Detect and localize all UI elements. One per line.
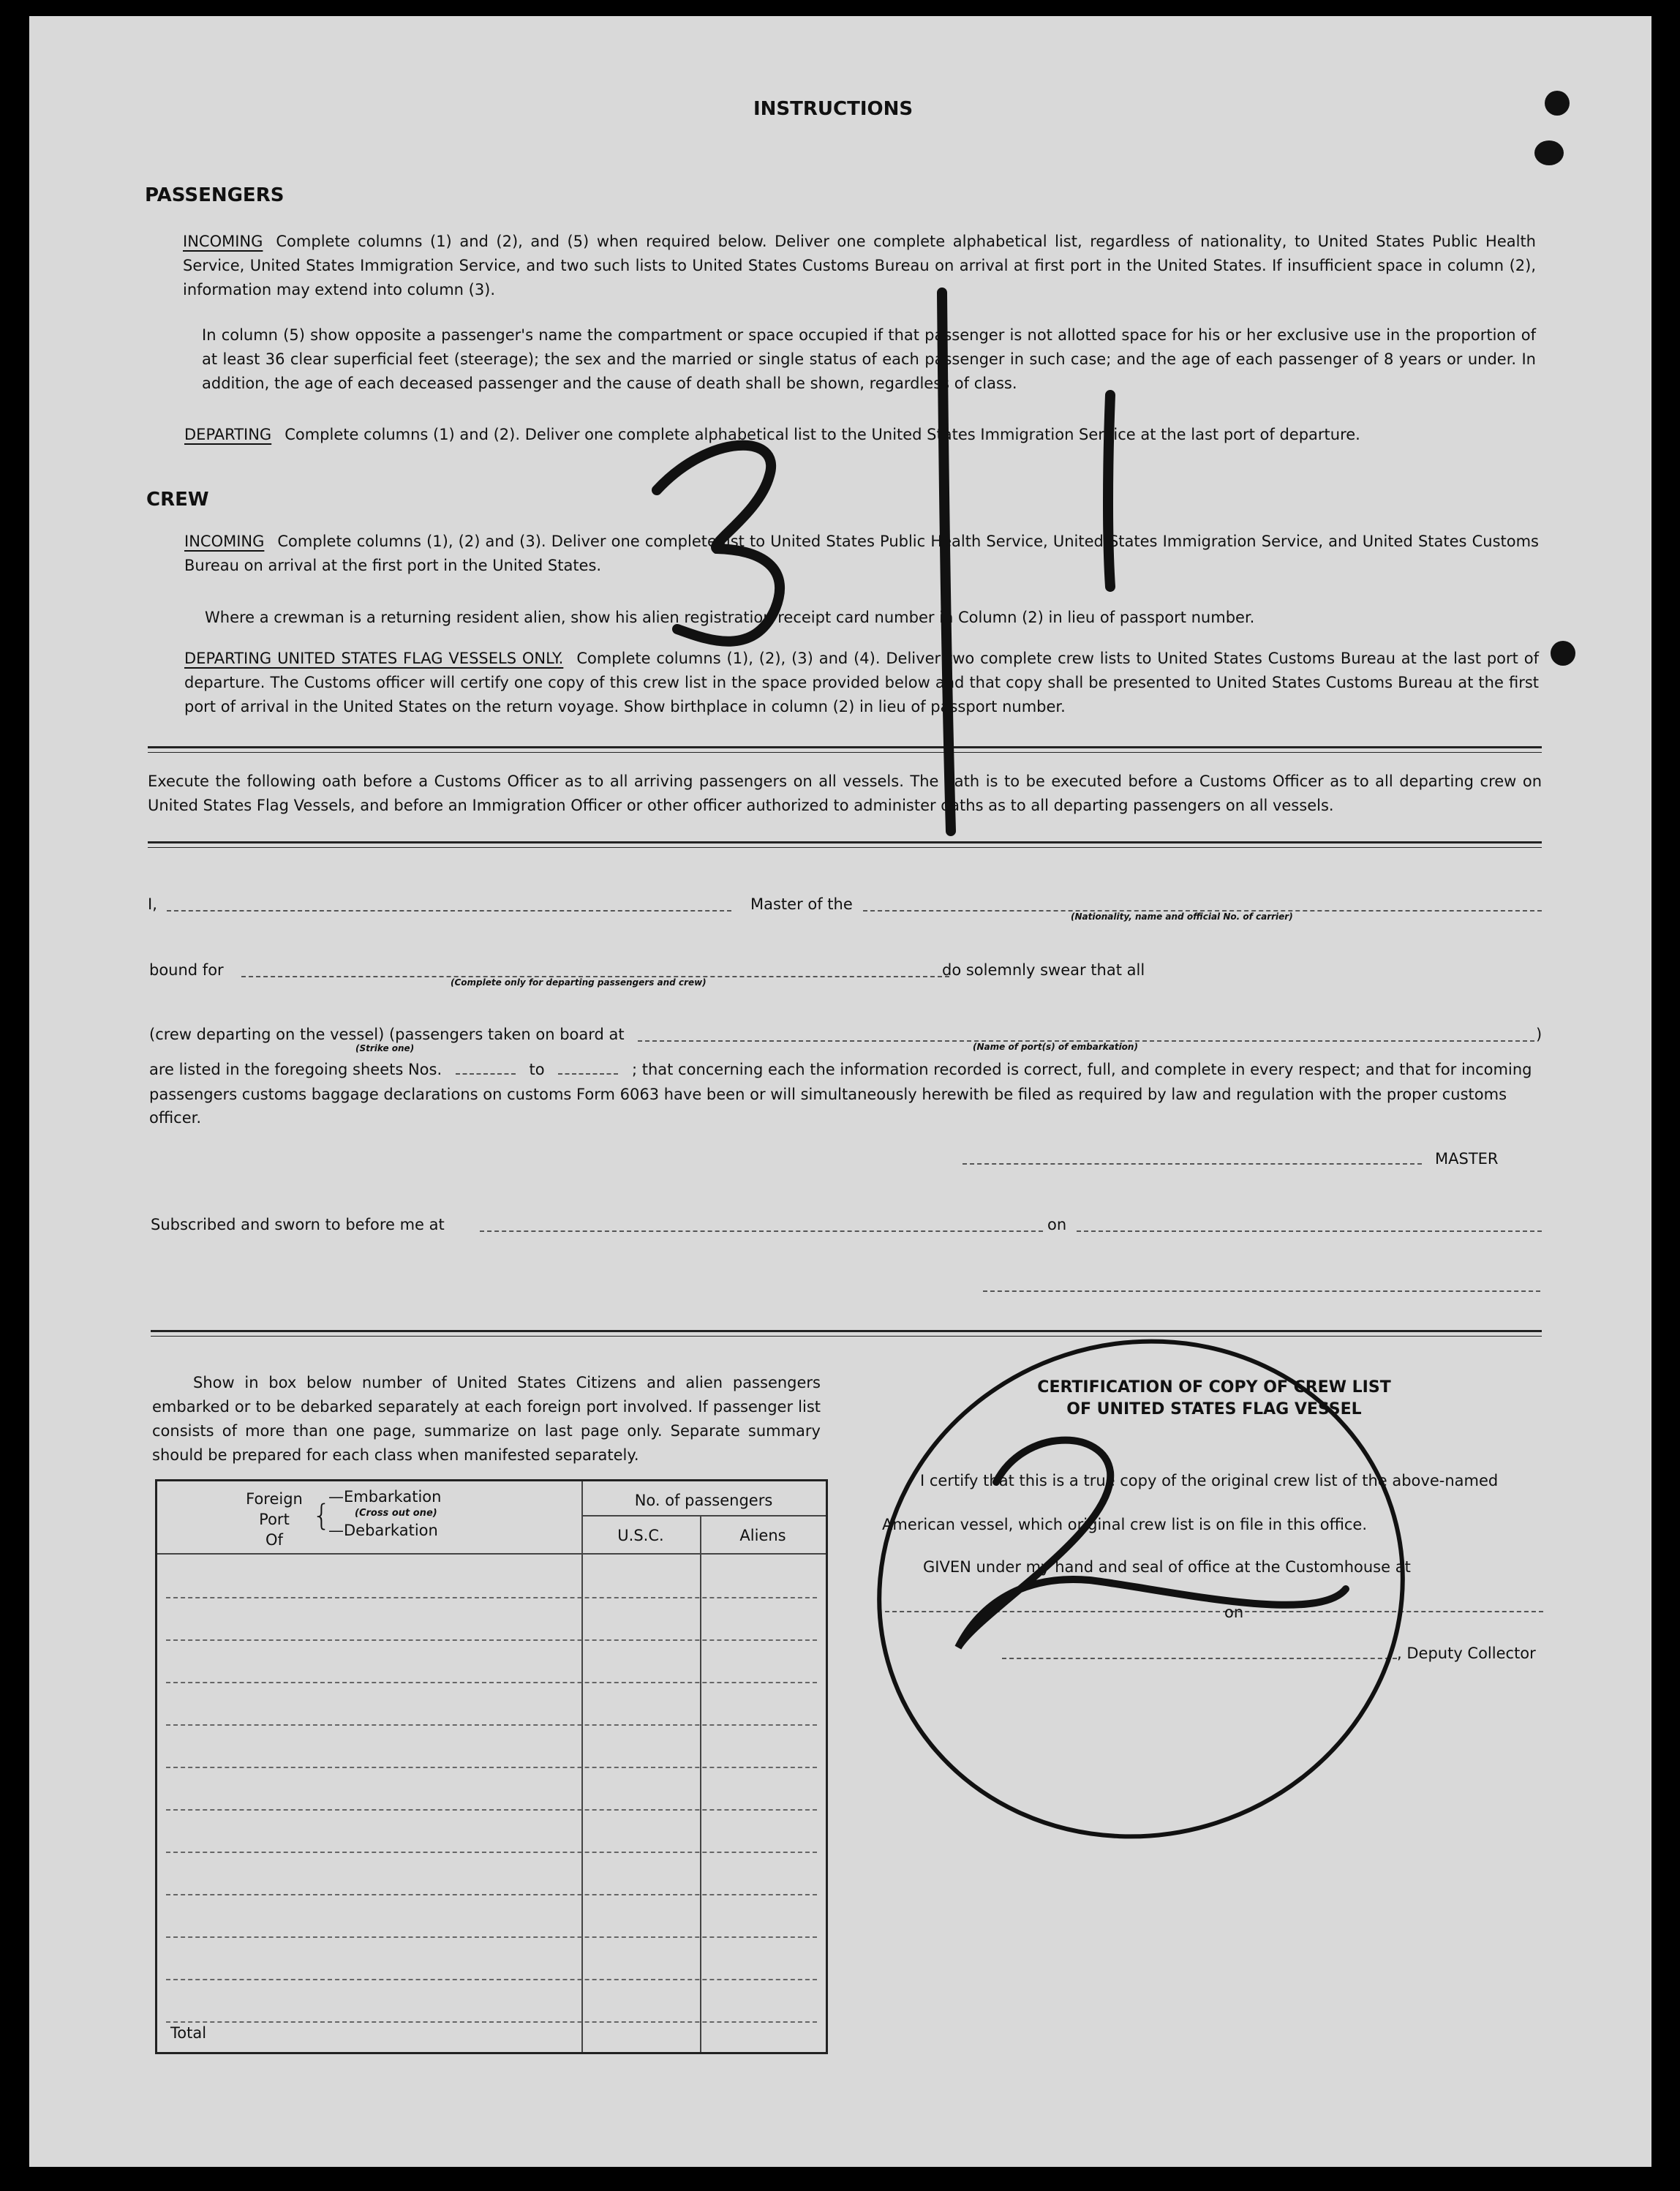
master-label: MASTER (1435, 1150, 1499, 1168)
embarkation-label[interactable]: —Embarkation (328, 1488, 442, 1506)
summary-instructions: Show in box below number of United States Citizens and alien passengers embarked or to be debarked separately at each foreign port involved. If passenger list consists of more than one page, summarize on last page only. Separate summary should be prepared for each class when manifested separately. (152, 1374, 821, 1464)
passengers-heading: PASSENGERS (145, 184, 285, 206)
strike-one-note: (Strike one) (355, 1043, 415, 1053)
port-embarkation-note: (Name of port(s) of embarkation) (973, 1042, 1138, 1052)
to-label: to (529, 1061, 545, 1078)
crew-alien-paragraph: Where a crewman is a returning resident alien, show his alien registration receipt card number in Column (2) in lieu of passport number. (205, 609, 1255, 626)
on-label: on (1047, 1216, 1067, 1233)
aliens-header: Aliens (739, 1527, 786, 1544)
crew-incoming-label: INCOMING (184, 533, 265, 550)
statement-line-2: passengers customs baggage declarations on customs Form 6063 have been or will simultaneously herewith be filed as required by law and regulation with the proper customs (149, 1086, 1507, 1103)
oath-i-label: I, (148, 895, 157, 913)
total-label: Total (170, 2024, 207, 2042)
deputy-collector-label: , Deputy Collector (1397, 1645, 1536, 1662)
form-page (29, 16, 1651, 2167)
crew-incoming-text: Complete columns (1), (2) and (3). Deliver one complete list to United States Public Health Service, United States Immigration Service, and United States Customs Bureau on arrival at the first port in the United States. (184, 533, 1539, 574)
statement-line-3: officer. (149, 1109, 201, 1127)
passengers-departing-label: DEPARTING (184, 426, 272, 443)
certification-on-label: on (1224, 1604, 1244, 1621)
crew-heading: CREW (146, 489, 209, 511)
complete-only-note: (Complete only for departing passengers and crew) (451, 977, 707, 988)
handwriting-overlay (29, 16, 1651, 2167)
brace-glyph: { (312, 1499, 331, 1533)
crew-departing-label: DEPARTING UNITED STATES FLAG VESSELS ONLY. (184, 650, 564, 667)
nationality-note: (Nationality, name and official No. of carrier) (1071, 912, 1293, 922)
no-of-passengers-header: No. of passengers (634, 1492, 773, 1509)
swear-label: do solemnly swear that all (942, 961, 1145, 979)
crew-departing-text: Complete columns (1), (2), (3) and (4). Deliver two complete crew lists to United States Customs Bureau at the last port of departure. The Customs officer will certify one copy of this crew list in the space provided below and that copy shall be presented to United States Customs Bureau at the first port of arrival in the United States on the return voyage. Show birthplace in column (2) in lieu of passport number. (184, 650, 1539, 715)
debarkation-label[interactable]: —Debarkation (328, 1522, 438, 1539)
handwritten-digit-2 (958, 1440, 1346, 1647)
usc-header: U.S.C. (617, 1527, 664, 1544)
column5-paragraph: In column (5) show opposite a passenger's name the compartment or space occupied if that passenger is not allotted space for his or her exclusive use in the proportion of at least 36 clear superficial feet (steerage); the sex and the married or single status of each passenger in such case; and the age of each passenger of 8 years or under. In addition, the age of each deceased passenger and the cause of death shall be shown, regardless of class. (202, 326, 1536, 392)
certification-title-line1: CERTIFICATION OF COPY OF CREW LIST (1037, 1378, 1391, 1397)
passengers-incoming-text: Complete columns (1) and (2), and (5) when required below. Deliver one complete alphabetical list, regardless of nationality, to United States Public Health Service, United States Immigration Service, and two such lists to United States Customs Bureau on arrival at first port in the United States. If insufficient space in column (2), information may extend into column (3). (183, 233, 1536, 298)
certification-title-line2: OF UNITED STATES FLAG VESSEL (1066, 1400, 1362, 1418)
page-title: INSTRUCTIONS (753, 98, 914, 120)
handwritten-digit-1 (1108, 395, 1110, 587)
certification-line3: GIVEN under my hand and seal of office at the Customhouse at (923, 1558, 1411, 1576)
passengers-departing-text: Complete columns (1) and (2). Deliver one complete alphabetical list to the United States Immigration Service at the last port of departure. (285, 426, 1360, 443)
oath-intro: Execute the following oath before a Customs Officer as to all arriving passengers on all vessels. The oath is to be executed before a Customs Officer as to all departing crew on United States Flag Vessels, and before an Immigration Officer or other officer authorized to administer oaths as to all departing passengers on all vessels. (148, 773, 1542, 814)
of-label: Of (265, 1531, 283, 1549)
handwritten-digit-3 (657, 446, 780, 642)
port-label: Port (259, 1511, 290, 1528)
certification-line2: American vessel, which original crew list is on file in this office. (882, 1516, 1368, 1533)
listed-label: are listed in the foregoing sheets Nos. (149, 1061, 442, 1078)
close-paren: ) (1536, 1026, 1542, 1043)
bound-for-label: bound for (149, 961, 224, 979)
passengers-incoming-label: INCOMING (183, 233, 263, 250)
cross-out-note: (Cross out one) (355, 1508, 437, 1519)
crew-departing-label: (crew departing on the vessel) (passengers taken on board at (149, 1026, 625, 1043)
foreign-label: Foreign (246, 1490, 303, 1508)
handwritten-digit-1 (942, 293, 951, 831)
certification-line1: I certify that this is a true copy of the original crew list of the above-named (920, 1472, 1499, 1489)
subscribed-label: Subscribed and sworn to before me at (151, 1216, 445, 1233)
master-of-label: Master of the (750, 895, 853, 913)
statement-rest: ; that concerning each the information recorded is correct, full, and complete in every respect; and that for incoming (631, 1061, 1532, 1078)
